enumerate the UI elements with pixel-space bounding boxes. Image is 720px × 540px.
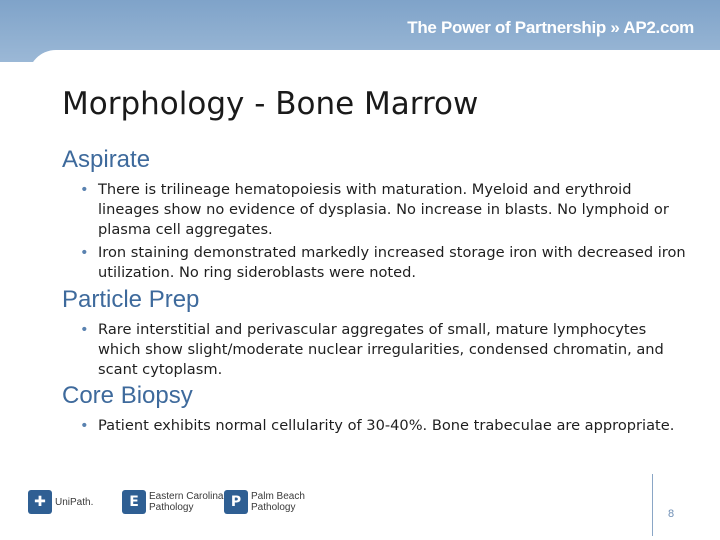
logo-line: Pathology: [251, 502, 296, 513]
logo-unipath: [28, 490, 93, 514]
logo-text: [251, 491, 305, 513]
footer-divider: [652, 474, 653, 536]
section-heading-core-biopsy: Core Biopsy: [62, 382, 193, 409]
bullet-dot-icon: •: [80, 181, 89, 198]
ecp-monogram-icon: E: [122, 490, 146, 514]
section-heading-aspirate: Aspirate: [62, 146, 151, 173]
unipath-cross-icon: ✚: [28, 490, 52, 514]
header-tagline: The Power of Partnership » AP2.com: [407, 18, 694, 37]
logo-text: [149, 491, 223, 513]
logo-eastern-carolina-pathology: [122, 490, 223, 514]
bullet-text: Iron staining demonstrated markedly increased storage iron with decreased iron utilization. No ring sideroblasts were noted.: [98, 244, 686, 281]
bullet-dot-icon: •: [80, 321, 89, 338]
slide-title: Morphology - Bone Marrow: [62, 86, 479, 122]
logo-line: Pathology: [149, 502, 194, 513]
logo-line: UniPath.: [55, 496, 94, 508]
bullet-core-biopsy-1: [80, 416, 690, 436]
bullet-text: Patient exhibits normal cellularity of 30-40%. Bone trabeculae are appropriate.: [98, 417, 675, 434]
pbp-monogram-icon: P: [224, 490, 248, 514]
logo-line: Eastern Carolina: [149, 491, 224, 502]
bullet-text: There is trilineage hematopoiesis with maturation. Myeloid and erythroid lineages show no evidence of dysplasia. No increase in blasts. No lymphoid or plasma cell aggregates.: [98, 181, 669, 238]
bullet-particle-prep-1: [80, 320, 690, 380]
bullet-aspirate-2: [80, 243, 690, 283]
bullet-dot-icon: •: [80, 244, 89, 261]
logo-palm-beach-pathology: [224, 490, 305, 514]
bullet-dot-icon: •: [80, 417, 89, 434]
bullet-text: Rare interstitial and perivascular aggregates of small, mature lymphocytes which show slight/moderate nuclear irregularities, condensed chromatin, and scant cytoplasm.: [98, 321, 664, 378]
logo-text: [55, 497, 93, 508]
page-number: 8: [668, 508, 675, 520]
logo-line: Palm Beach: [251, 491, 305, 502]
bullet-aspirate-1: [80, 180, 690, 240]
section-heading-particle-prep: Particle Prep: [62, 286, 200, 313]
